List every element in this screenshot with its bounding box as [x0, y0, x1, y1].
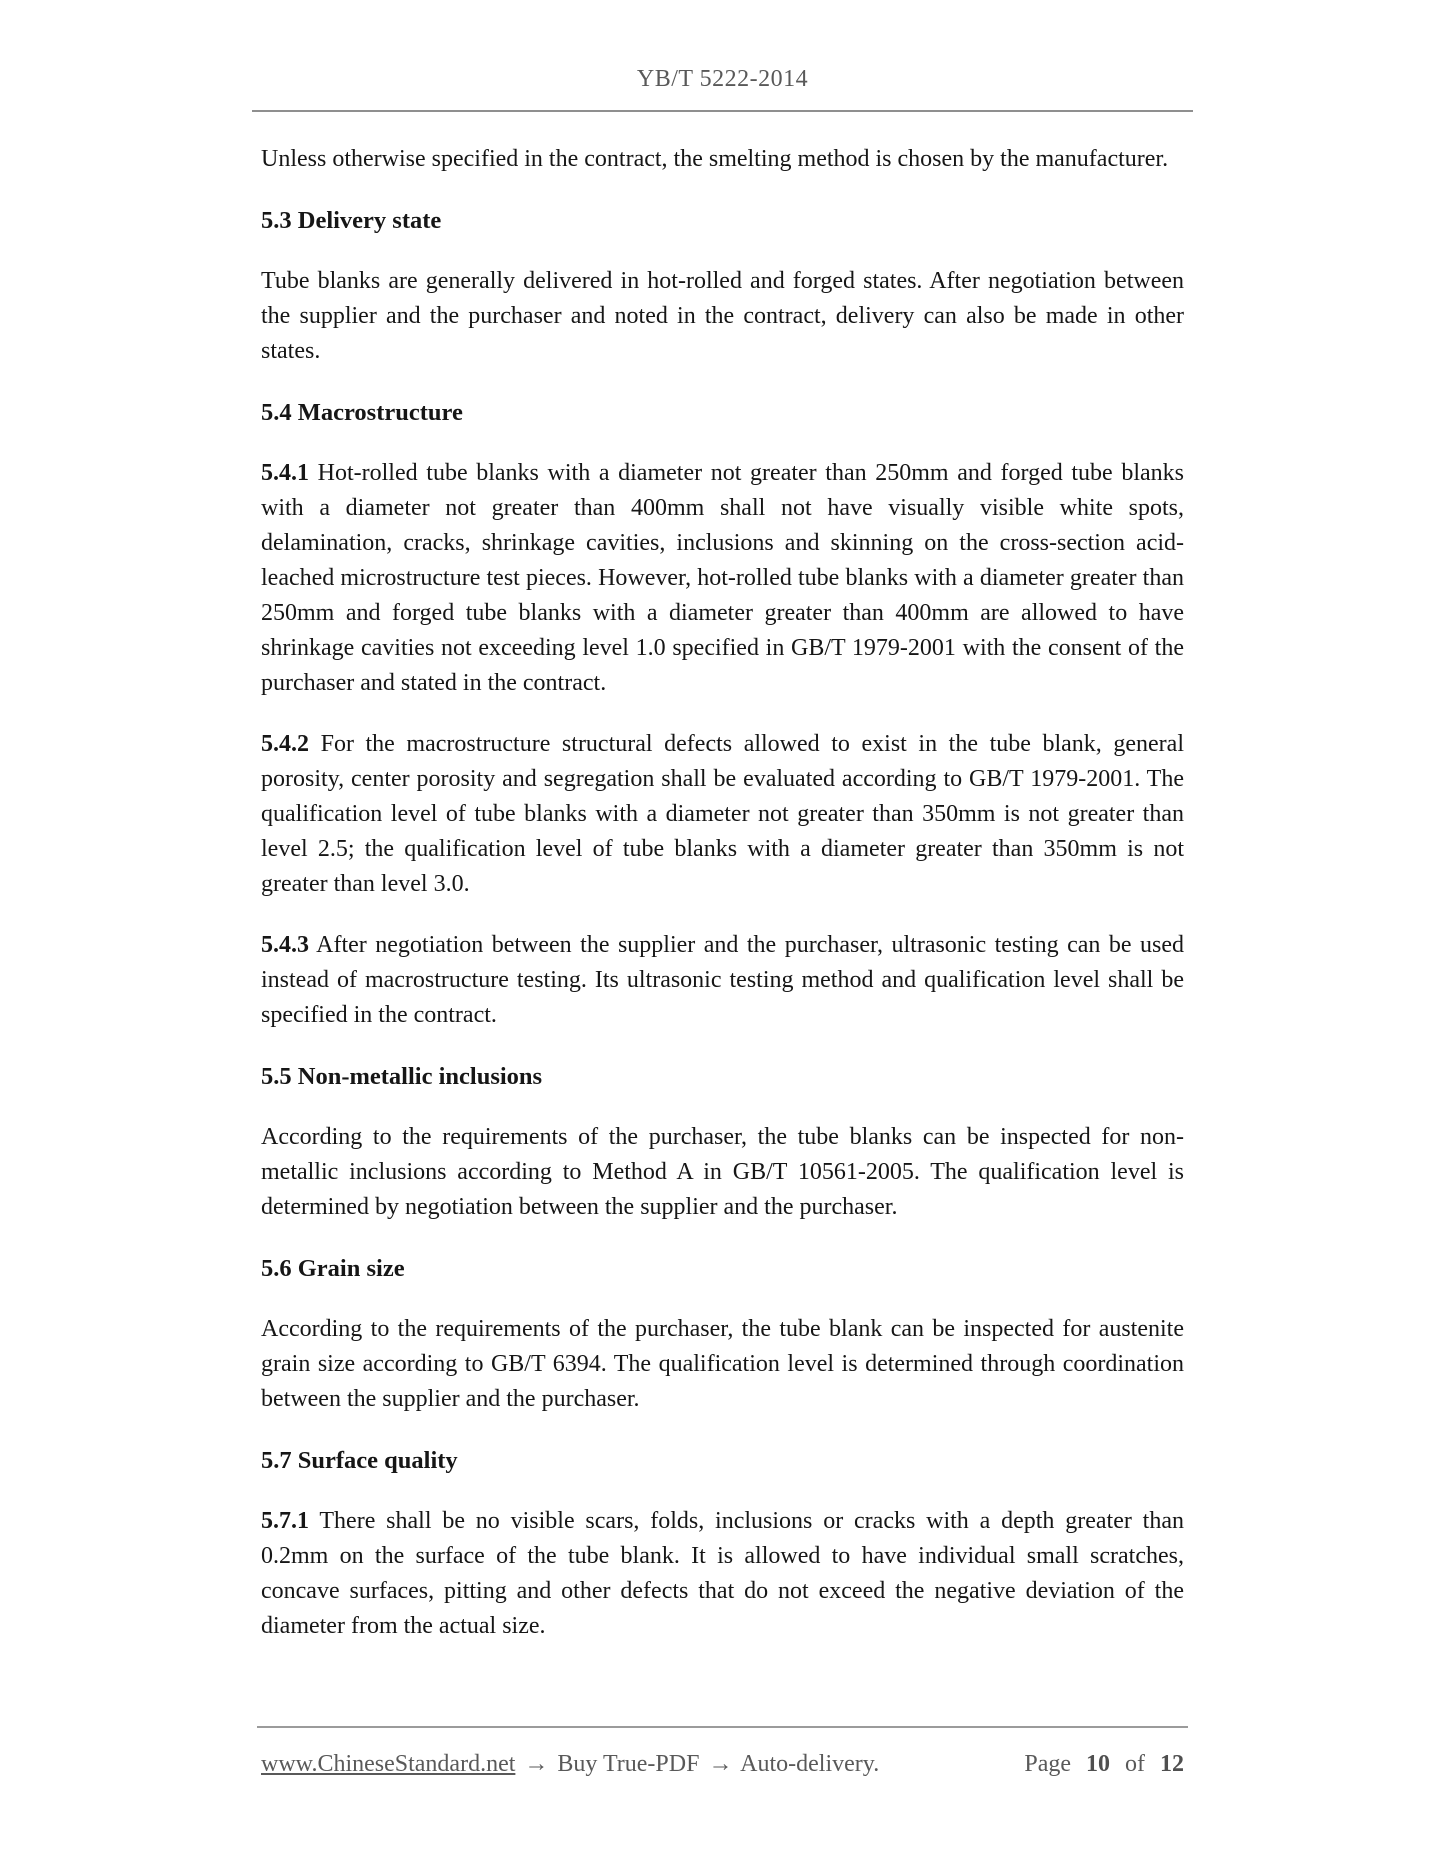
clause-text-5-7-1: There shall be no visible scars, folds, inclusions or cracks with a depth greater than 0.2mm on the surface of the tube blank. It is allowed to have individual small scratches, concave surfaces, pitting and other defects that do not exceed the negative deviation of the diameter from the actual size. [261, 1508, 1184, 1639]
heading-5-4: 5.4 Macrostructure [261, 399, 463, 426]
clause-number-5-4-2: 5.4.2 [261, 731, 309, 757]
clause-text-5-4-2: For the macrostructure structural defects allowed to exist in the tube blank, general porosity, center porosity and segregation shall be evaluated according to GB/T 1979-2001. The qualification level of tube blanks with a diameter not greater than 350mm is not greater than level 2.5; the qualification level of tube blanks with a diameter greater than 350mm is not greater than level 3.0. [261, 731, 1184, 897]
paragraph-5-3: Tube blanks are generally delivered in hot-rolled and forged states. After negotiation between the supplier and the purchaser and noted in the contract, delivery can also be made in other states. [261, 268, 1184, 364]
arrow-icon: → [708, 1751, 733, 1777]
footer-buy-text: Buy True-PDF [557, 1751, 700, 1777]
paragraph-intro: Unless otherwise specified in the contract, the smelting method is chosen by the manufacturer. [261, 146, 1169, 172]
page-footer [0, 1726, 1445, 1780]
page-header [0, 0, 1445, 112]
paragraph-5-5: According to the requirements of the purchaser, the tube blanks can be inspected for non-metallic inclusions according to Method A in GB/T 10561-2005. The qualification level is determined by negotiation between the supplier and the purchaser. [261, 1124, 1184, 1220]
page-current: 10 [1086, 1751, 1110, 1777]
clause-text-5-4-1: Hot-rolled tube blanks with a diameter not greater than 250mm and forged tube blanks with a diameter not greater than 400mm shall not have visually visible white spots, delamination, cracks, shrinkage cavities, inclusions and skinning on the cross-section acid-leached microstructure test pieces. However, hot-rolled tube blanks with a diameter greater than 250mm and forged tube blanks with a diameter greater than 400mm are allowed to have shrinkage cavities not exceeding level 1.0 specified in GB/T 1979-2001 with the consent of the purchaser and stated in the contract. [261, 460, 1185, 696]
header-divider [252, 110, 1193, 112]
paragraph-5-4-2 [261, 727, 1184, 902]
page-indicator [1024, 1748, 1184, 1780]
arrow-icon: → [524, 1751, 549, 1777]
clause-number-5-4-1: 5.4.1 [261, 460, 309, 486]
heading-5-7: 5.7 Surface quality [261, 1447, 458, 1474]
footer-divider [257, 1726, 1188, 1728]
page-label: Page [1024, 1751, 1071, 1777]
clause-number-5-4-3: 5.4.3 [261, 932, 309, 958]
footer-delivery-text: Auto-delivery. [740, 1751, 880, 1777]
paragraph-5-6: According to the requirements of the purchaser, the tube blank can be inspected for austenite grain size according to GB/T 6394. The qualification level is determined through coordination between the supplier and the purchaser. [261, 1316, 1184, 1412]
heading-5-3: 5.3 Delivery state [261, 207, 442, 234]
heading-5-5: 5.5 Non-metallic inclusions [261, 1063, 543, 1090]
document-body [261, 142, 1184, 1644]
of-label: of [1125, 1751, 1145, 1777]
clause-number-5-7-1: 5.7.1 [261, 1508, 309, 1534]
heading-5-6: 5.6 Grain size [261, 1255, 405, 1282]
page-total: 12 [1160, 1751, 1184, 1777]
footer-promo [261, 1748, 879, 1780]
paragraph-5-4-1 [261, 456, 1184, 701]
website-link[interactable]: www.ChineseStandard.net [261, 1751, 516, 1777]
paragraph-5-7-1 [261, 1504, 1184, 1644]
paragraph-5-4-3 [261, 928, 1184, 1033]
clause-text-5-4-3: After negotiation between the supplier and the purchaser, ultrasonic testing can be used instead of macrostructure testing. Its ultrasonic testing method and qualification level shall be specified in the contract. [261, 932, 1184, 1028]
standard-number: YB/T 5222-2014 [636, 66, 809, 92]
